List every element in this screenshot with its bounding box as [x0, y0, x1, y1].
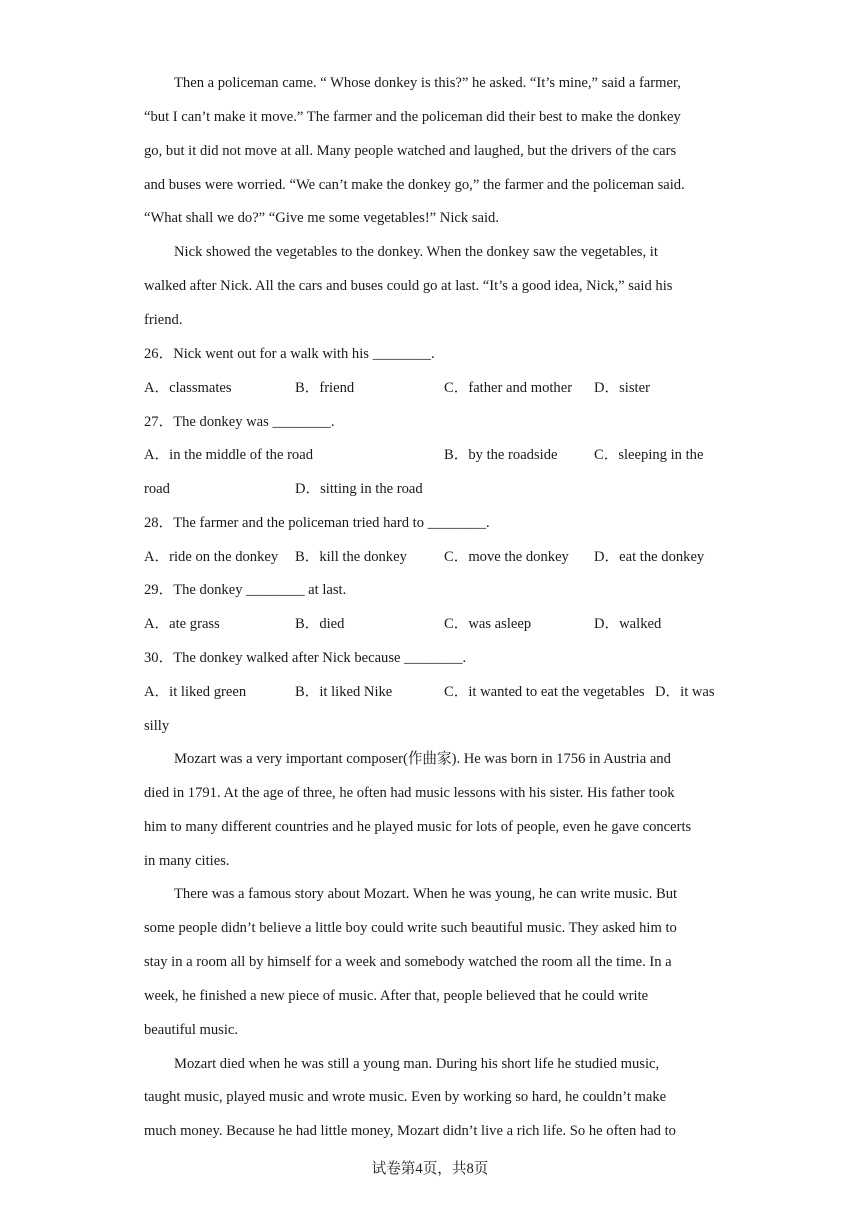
passage1-p1-line4: and buses were worried. “We can’t make the donkey go,” the farmer and the policeman said. — [144, 177, 685, 193]
question-30-option-c[interactable]: C．it wanted to eat the vegetables — [444, 684, 645, 700]
question-29-stem: 29．The donkey ________ at last. — [144, 582, 347, 598]
passage2-p2-line3: stay in a room all by himself for a week and somebody watched the room all the time. In a — [144, 954, 672, 970]
passage2-p1-line1: Mozart was a very important composer(作曲家). He was born in 1756 in Austria and — [174, 751, 671, 767]
question-30-option-b[interactable]: B．it liked Nike — [295, 684, 393, 700]
passage1-p2-line2: walked after Nick. All the cars and buses could go at last. “It’s a good idea, Nick,” said his — [144, 278, 673, 294]
question-29-option-b[interactable]: B．died — [295, 616, 345, 632]
passage2-p1-line4: in many cities. — [144, 853, 230, 869]
question-29-option-c[interactable]: C．was asleep — [444, 616, 532, 632]
question-28-stem: 28．The farmer and the policeman tried hard to ________. — [144, 515, 490, 531]
passage2-p3-line1: Mozart died when he was still a young man. During his short life he studied music, — [174, 1056, 660, 1072]
question-27-option-b[interactable]: B．by the roadside — [444, 447, 558, 463]
question-26-option-a[interactable]: A．classmates — [144, 380, 232, 396]
page-number-footer: 试卷第4页，共8页 — [371, 1161, 489, 1177]
question-28-option-c[interactable]: C．move the donkey — [444, 549, 569, 565]
question-27-option-c-continued: road — [144, 481, 170, 497]
passage2-p2-line5: beautiful music. — [144, 1022, 239, 1038]
passage2-p2-line4: week, he finished a new piece of music. After that, people believed that he could write — [144, 988, 649, 1004]
question-27-option-a[interactable]: A．in the middle of the road — [144, 447, 314, 463]
passage1-p1-line2: “but I can’t make it move.” The farmer and the policeman did their best to make the donkey — [144, 109, 681, 125]
question-30-option-d-continued: silly — [144, 718, 170, 734]
question-26-option-d[interactable]: D．sister — [594, 380, 650, 396]
question-30-stem: 30．The donkey walked after Nick because ________. — [144, 650, 467, 666]
passage2-p2-line1: There was a famous story about Mozart. When he was young, he can write music. But — [174, 886, 678, 902]
question-29-option-a[interactable]: A．ate grass — [144, 616, 220, 632]
question-26-option-b[interactable]: B．friend — [295, 380, 355, 396]
question-28-option-d[interactable]: D．eat the donkey — [594, 549, 705, 565]
passage2-p2-line2: some people didn’t believe a little boy could write such beautiful music. They asked him to — [144, 920, 677, 936]
question-30-option-a[interactable]: A．it liked green — [144, 684, 247, 700]
question-27-option-d[interactable]: D．sitting in the road — [295, 481, 423, 497]
passage2-p3-line3: much money. Because he had little money, Mozart didn’t live a rich life. So he often had to — [144, 1123, 676, 1139]
passage1-p1-line1: Then a policeman came. “ Whose donkey is this?” he asked. “It’s mine,” said a farmer, — [174, 75, 681, 91]
passage1-p2-line1: Nick showed the vegetables to the donkey. When the donkey saw the vegetables, it — [174, 244, 658, 260]
question-27-option-c[interactable]: C．sleeping in the — [594, 447, 704, 463]
question-29-option-d[interactable]: D．walked — [594, 616, 662, 632]
passage2-p1-line3: him to many different countries and he played music for lots of people, even he gave concerts — [144, 819, 692, 835]
passage1-p1-line5: “What shall we do?” “Give me some vegetables!” Nick said. — [144, 210, 499, 226]
question-27-stem: 27．The donkey was ________. — [144, 414, 335, 430]
passage1-p2-line3: friend. — [144, 312, 183, 328]
passage2-p3-line2: taught music, played music and wrote music. Even by working so hard, he couldn’t make — [144, 1089, 667, 1105]
question-26-option-c[interactable]: C．father and mother — [444, 380, 573, 396]
question-26-stem: 26．Nick went out for a walk with his ________. — [144, 346, 435, 362]
passage2-p1-line2: died in 1791. At the age of three, he often had music lessons with his sister. His father took — [144, 785, 675, 801]
passage1-p1-line3: go, but it did not move at all. Many people watched and laughed, but the drivers of the cars — [144, 143, 677, 159]
question-28-option-b[interactable]: B．kill the donkey — [295, 549, 407, 565]
question-28-option-a[interactable]: A．ride on the donkey — [144, 549, 279, 565]
question-30-option-d[interactable]: D．it was — [655, 684, 715, 700]
